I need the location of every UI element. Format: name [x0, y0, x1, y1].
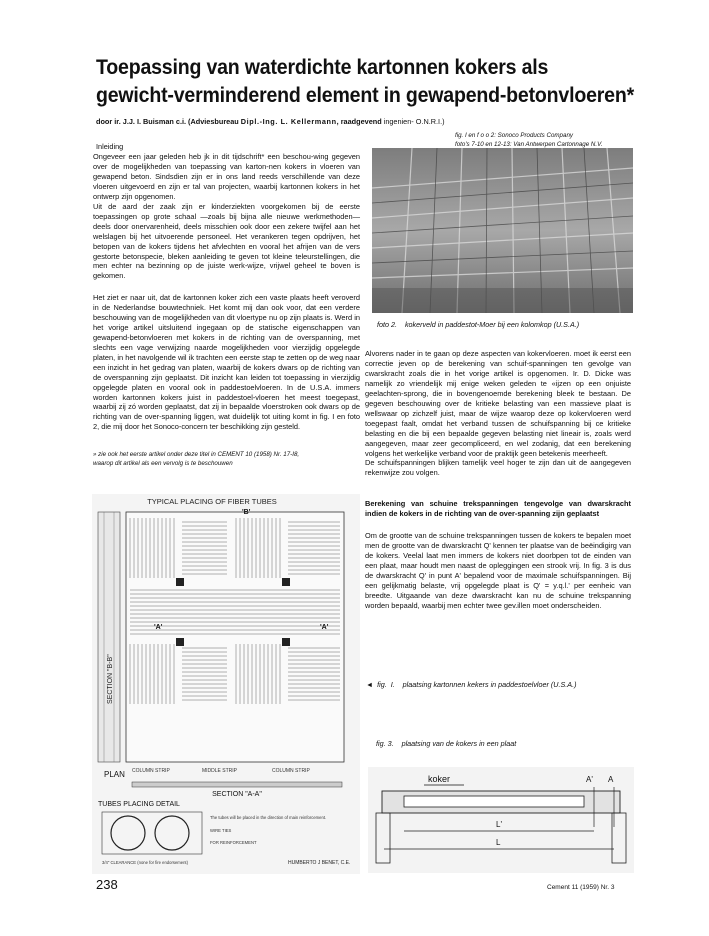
- marker-a-left: 'A': [154, 624, 163, 631]
- left-column-intro: [93, 152, 360, 281]
- left-column-body: [93, 293, 360, 432]
- photo-credit-1: fig. I en f o o 2: Sonoco Products Company: [455, 132, 573, 139]
- fig3-koker-label: koker: [428, 774, 451, 784]
- fig3-a-label: A: [608, 775, 614, 784]
- footnote: [93, 450, 363, 468]
- fig-3-drawing: [368, 767, 634, 873]
- journal-reference: Cement 11 (1959) Nr. 3: [547, 884, 615, 891]
- detail-label: TUBES PLACING DETAIL: [98, 801, 180, 808]
- page-number: 238: [96, 877, 118, 892]
- paragraph-6: Om de grootte van de schuine trekspanningen tussen de kokers te bepalen moet men de grootte van de dwarskracht Q' kennen ter plaatse van de beëindigirg van de kokers. Veelal laat men immers de kokers niet doorbpen tot de einden van een plaat, maar houdt men naast de opleggingen een strook vrij. In fig. 3 is dus de dwarskracht Q' in punt A' bepalend voor de maximale schuifspanningen. Bij een gelijkmatig belaste, vrij opgelegde plaat is Q' = y.q.l.' per eenheic van breedte. Uitgaande van deze dwarskracht kan nu de schuine trekspanning worden bepaald, waarbij men echter twee gev.illen moet onderscheiden.: [365, 531, 631, 610]
- section-label: Inleiding: [96, 142, 124, 151]
- authors-dipl: Dipl.-Ing. L. Kellermann: [240, 117, 337, 126]
- article-title: [96, 54, 634, 110]
- plan-label: PLAN: [104, 770, 125, 779]
- drawing-signature: HUMBERTO J BENET, C.E.: [288, 860, 351, 866]
- detail-note-4: 3/4" CLEARANCE (none for fire endorsement): [102, 860, 188, 865]
- title-line-1: Toepassing van waterdichte kartonnen kokers als: [96, 56, 549, 79]
- authors-suffix: ingenien- O.N.R.I.): [381, 117, 445, 126]
- marker-a-right: 'A': [320, 624, 329, 631]
- right-column-text: [365, 349, 631, 478]
- fig-3-svg: [368, 767, 634, 873]
- fig-1-caption: ◄ fig. I. plaatsing kartonnen kekers in paddestoelvloer (U.S.A.): [366, 680, 577, 689]
- paragraph-5: De schuifspanningen blijken tamelijk veel hoger te zijn dan uit de aangegeven rekenwijze zou volgen.: [365, 458, 631, 478]
- authors-mid: , raadgevend: [336, 117, 382, 126]
- strip-label-column-2: COLUMN STRIP: [272, 768, 310, 774]
- fig-1-svg: [92, 494, 360, 874]
- paragraph-1: Ongeveer een jaar geleden heb jk in dit tijdschrift* een beschou-wing gegeven over de mogelijkheden van toepassing van karton-nen kokers in vloeren van gewapend beton. Sindsdien zijn er in ons land reeds verschillende van deze vloeren uitgevoerd en zijn er tal van projecten, waarbij kartonnen kokers in het ontwerp zijn opgenomen.: [93, 152, 360, 201]
- photo-credit-2: foto's 7-10 en 12-13: Van Antwerpen Cartonnage N.V.: [455, 141, 603, 148]
- title-line-2: gewicht-verminderend element in gewapend-betonvloeren*: [96, 84, 634, 107]
- paragraph-3: Het ziet er naar uit, dat de kartonnen koker zich een vaste plaats heeft veroverd in de Nederlandse bouwtechniek. Het komt mij dan ook voor, dat een verdere beschouwing van de mogelijkheden van dit vloertype nu op zijn plaats is. Werd in het vorige artikel uitsluitend ingegaan op de statische eigenschappen van gewapend-betonvloeren met kokers in de richting van de overspanning, met slechts een vage verwijzing naarde mogelijkheden voor vierzijdig opgelegde platen, in het navolgende wil ik trachten een eerste stap te zetten op de weg naar een inzicht in het gedrag van platen, waarbij de kokers dwars op de richting van de overspanning zijn geplaatst. Dit inzicht kan leiden tot toepassing in vierzijdig opgelegde platen en vooral ook in paddestoelvloeren. In de U.S.A. immers worden kartonnen kokers juist in paddestoel-vloeren het meest toegepast, waarbij zij zó worden geplaatst, dat zij in bepaalde vloerstroken ook dwars op de richting van de over-spanning liggen, wat duidelijk tot uiting komt in fig. I en foto 2, die mij door het Sonoco-concern ter beschikking zijn gesteld.: [93, 293, 360, 432]
- photo-2-caption: foto 2. kokerveld in paddestot-Moer bij een kolomkop (U.S.A.): [377, 320, 580, 329]
- detail-note-1: The tubes will be placed in the direction of main reinforcement.: [210, 815, 327, 820]
- detail-note-3: FOR REINFORCEMENT: [210, 840, 257, 845]
- photo-credits: [455, 131, 705, 149]
- photo-2: [372, 148, 633, 313]
- section-a-label: SECTION "A-A": [212, 791, 262, 798]
- strip-label-middle: MIDDLE STRIP: [202, 768, 238, 774]
- authors-line: [96, 117, 445, 126]
- footnote-line-2: waarop dit artikel als een vervolg is te beschouwen: [93, 460, 233, 467]
- footnote-line-1: » zie ook het eerste artikel onder deze titel in CEMENT 10 (1958) Nr. 17-I8,: [93, 451, 300, 458]
- marker-b-top: 'B': [242, 509, 251, 516]
- right-column-text-2: [365, 531, 631, 611]
- fig3-l: L: [496, 838, 501, 847]
- detail-note-2: WIRE TIES: [210, 828, 232, 833]
- fig3-a-prime-label: A': [586, 775, 593, 784]
- fig-1-drawing: [92, 494, 360, 874]
- section-b-label: SECTION "B-B": [107, 654, 114, 704]
- photo-2-graphic: [372, 148, 633, 313]
- section-heading: Berekening van schuine trekspanningen tengevolge van dwarskracht indien de kokers in de richting van de over-spanning zijn geplaatst: [365, 499, 631, 518]
- paragraph-4: Alvorens nader in te gaan op deze aspecten van kokervloeren. moet ik eerst een correctie jeven op de berekening van schuif-spanningen ten gevolge van cwarskracht zoals die in het vorige artikel is opgenomen. Ir. D. Dicke was namelijk zo vriendelijk mij enige weken geleden te «ijzen op een onjuiste geelachten-sprong, die in bovengenoemde berekening bleek te bestaan. De gegeven beschouwing over de kritieke belasting van een massieve plaat is wellswaar op zichzelf juist, maar de wijze waarop deze op kokervloeren werd toegepast faalt, omdat het verband tussen de schuifspanning bij ce kritieke belasting en die bij een bepaalde gegeven belasting niet lineair is, zoals werd aangegeven, maar zeer gecompliceerd, en wel zodanig, dat een berekening volgens het werkelijke verband voor de praktijk geen betekenis meerheeft.: [365, 349, 631, 458]
- paragraph-2: Uit de aard der zaak zijn er kinderziekten voorgekomen bij de eerste toepassingen op grote schaal —zoals bij bijna alle nieuwe werkmethoden— deels door onervarenheid, deels misschien ook door een zekere twijfel aan het welslagen bij het uitvoerende personeel. Het verankeren tegen opdrijven, het betopen van de kokers tijdens het afvlechten en vooral het afrijen van de vers gestorte betonspecie, bleken aanleiding te geven tot kleine teleurstellingen, die men echter na bezinning op de juiste werk-wijze, vrijwel geheel te boven is gekomen.: [93, 201, 360, 281]
- drawing-title: TYPICAL PLACING OF FIBER TUBES: [147, 497, 277, 506]
- strip-label-column: COLUMN STRIP: [132, 768, 170, 774]
- fig3-l-prime: L': [496, 820, 502, 829]
- authors-prefix: door ir. J.J. I. Buisman c.i. (Adviesbureau: [96, 117, 241, 126]
- fig-3-caption: fig. 3. plaatsing van de kokers in een plaat: [376, 739, 517, 748]
